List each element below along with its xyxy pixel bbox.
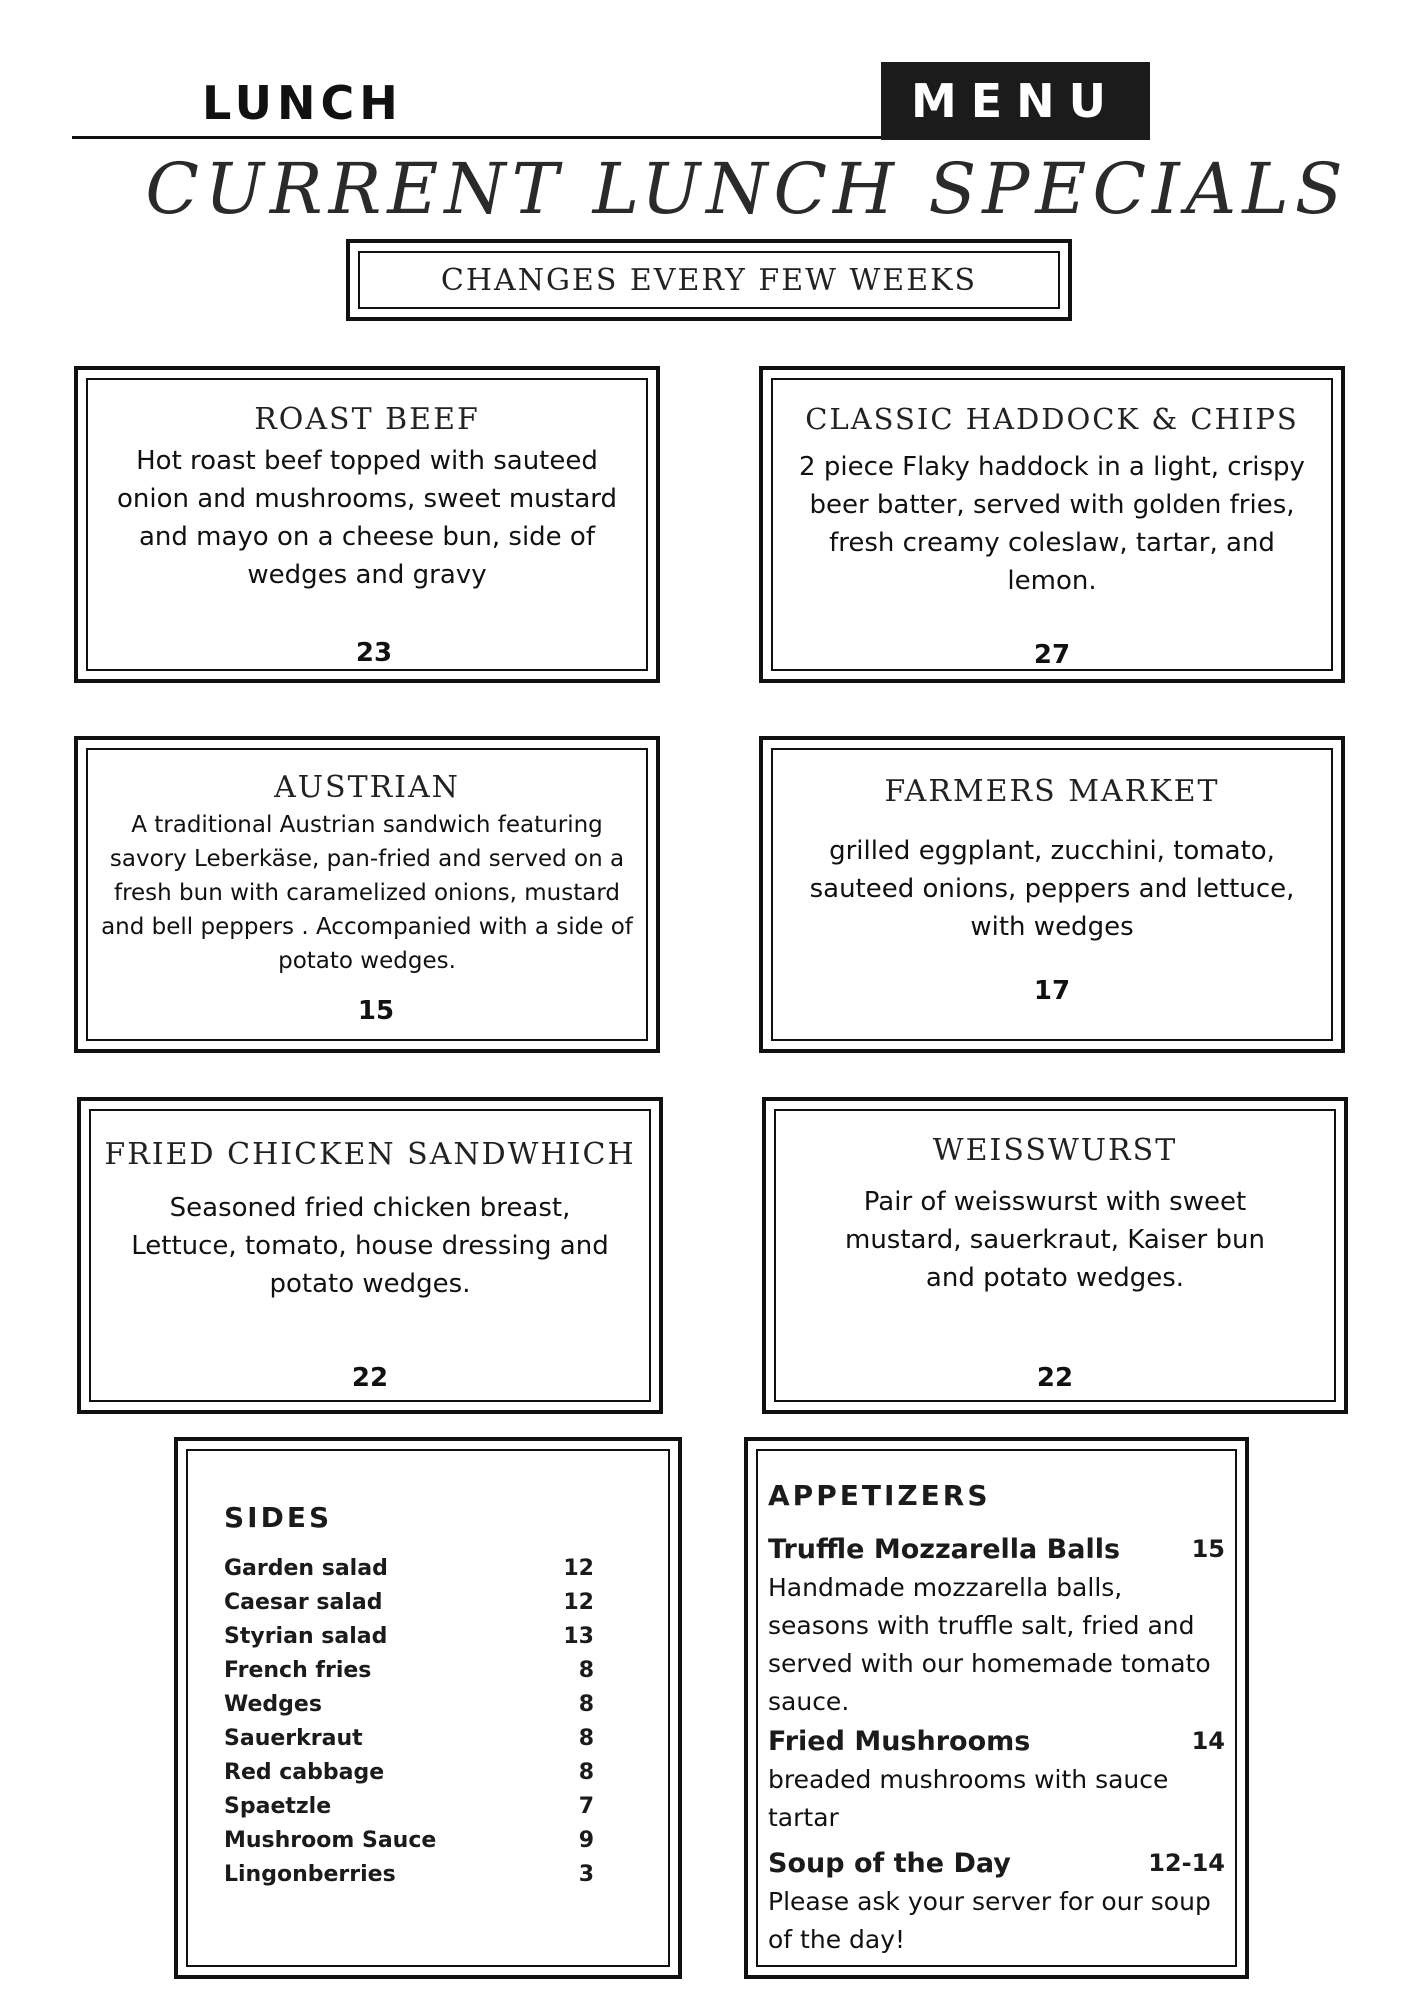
side-name: Sauerkraut	[224, 1725, 363, 1751]
appetizer-item	[768, 1529, 1225, 1721]
card-frame	[86, 748, 648, 1041]
list-item	[224, 1721, 594, 1755]
card-frame	[86, 378, 648, 671]
side-price: 12	[563, 1589, 594, 1615]
appetizers-title: APPETIZERS	[768, 1479, 991, 1512]
special-card-haddock	[759, 366, 1345, 683]
special-name: FARMERS MARKET	[884, 774, 1220, 809]
appetizer-item	[768, 1721, 1225, 1837]
side-price: 8	[578, 1691, 594, 1717]
card-frame	[756, 1449, 1237, 1967]
list-item	[224, 1653, 594, 1687]
card-frame	[771, 378, 1333, 671]
appetizer-header	[768, 1843, 1225, 1883]
appetizer-price: 14	[1191, 1727, 1225, 1755]
appetizer-price: 12-14	[1148, 1849, 1225, 1877]
special-card-roast-beef	[74, 366, 660, 683]
side-name: Caesar salad	[224, 1589, 383, 1615]
side-name: Wedges	[224, 1691, 322, 1717]
side-price: 7	[578, 1793, 594, 1819]
card-frame	[771, 748, 1333, 1041]
side-price: 12	[563, 1555, 594, 1581]
special-card-farmers-market	[759, 736, 1345, 1053]
special-price: 22	[351, 1363, 389, 1393]
special-price: 23	[355, 638, 393, 668]
subtitle-box	[346, 239, 1072, 321]
appetizer-item	[768, 1843, 1225, 1959]
appetizer-name: Soup of the Day	[768, 1847, 1011, 1879]
appetizer-header	[768, 1721, 1225, 1761]
special-name: WEISSWURST	[932, 1133, 1178, 1168]
special-name: CLASSIC HADDOCK & CHIPS	[805, 402, 1299, 436]
list-item	[224, 1789, 594, 1823]
menu-label: MENU	[881, 62, 1150, 140]
appetizer-description: Handmade mozzarella balls, seasons with truffle salt, fried and served with our homemade tomato sauce.	[768, 1573, 1211, 1716]
list-item	[224, 1823, 594, 1857]
side-name: Styrian salad	[224, 1623, 388, 1649]
side-price: 9	[578, 1827, 594, 1853]
appetizers-card	[744, 1437, 1249, 1979]
card-frame	[89, 1109, 651, 1402]
sides-card	[174, 1437, 682, 1979]
appetizer-description: Please ask your server for our soup of the day!	[768, 1887, 1211, 1954]
card-frame	[186, 1449, 670, 1967]
special-description: Hot roast beef topped with sauteed onion and mushrooms, sweet mustard and mayo on a cheese bun, side of wedges and gravy	[116, 446, 618, 590]
special-name: AUSTRIAN	[274, 770, 460, 805]
side-name: Lingonberries	[224, 1861, 396, 1887]
side-name: Garden salad	[224, 1555, 388, 1581]
appetizer-price: 15	[1191, 1535, 1225, 1563]
appetizer-name: Truffle Mozzarella Balls	[768, 1533, 1121, 1565]
special-price: 27	[1033, 640, 1071, 670]
side-name: Spaetzle	[224, 1793, 332, 1819]
appetizer-description: breaded mushrooms with sauce tartar	[768, 1765, 1169, 1832]
sides-title: SIDES	[224, 1501, 333, 1534]
appetizer-name: Fried Mushrooms	[768, 1725, 1031, 1757]
sides-list	[224, 1551, 594, 1891]
special-description: Pair of weisswurst with sweet mustard, sauerkraut, Kaiser bun and potato wedges.	[845, 1187, 1265, 1293]
side-price: 8	[578, 1725, 594, 1751]
special-description: 2 piece Flaky haddock in a light, crispy beer batter, served with golden fries, fresh creamy coleslaw, tartar, and lemon.	[799, 452, 1305, 596]
subtitle-text: CHANGES EVERY FEW WEEKS	[358, 251, 1060, 309]
appetizer-header	[768, 1529, 1225, 1569]
side-name: Mushroom Sauce	[224, 1827, 437, 1853]
special-card-fried-chicken	[77, 1097, 663, 1414]
special-description: Seasoned fried chicken breast, Lettuce, tomato, house dressing and potato wedges.	[131, 1193, 609, 1299]
list-item	[224, 1857, 594, 1891]
side-price: 8	[578, 1759, 594, 1785]
list-item	[224, 1551, 594, 1585]
page-title: CURRENT LUNCH SPECIALS	[145, 148, 1349, 230]
special-price: 17	[1033, 976, 1071, 1006]
special-card-austrian	[74, 736, 660, 1053]
special-name: FRIED CHICKEN SANDWHICH	[104, 1137, 636, 1172]
side-price: 13	[563, 1623, 594, 1649]
side-price: 8	[578, 1657, 594, 1683]
special-name: ROAST BEEF	[254, 402, 480, 437]
list-item	[224, 1755, 594, 1789]
special-description: A traditional Austrian sandwich featuring savory Leberkäse, pan-fried and served on a fresh bun with caramelized onions, mustard and bell peppers . Accompanied with a side of potato wedges.	[101, 812, 633, 974]
special-card-weisswurst	[762, 1097, 1348, 1414]
side-name: Red cabbage	[224, 1759, 385, 1785]
list-item	[224, 1687, 594, 1721]
lunch-label: LUNCH	[202, 76, 403, 130]
side-name: French fries	[224, 1657, 372, 1683]
list-item	[224, 1619, 594, 1653]
special-description: grilled eggplant, zucchini, tomato, sauteed onions, peppers and lettuce, with wedges	[809, 836, 1295, 942]
side-price: 3	[578, 1861, 594, 1887]
special-price: 22	[1036, 1363, 1074, 1393]
list-item	[224, 1585, 594, 1619]
special-price: 15	[357, 996, 395, 1026]
card-frame	[774, 1109, 1336, 1402]
